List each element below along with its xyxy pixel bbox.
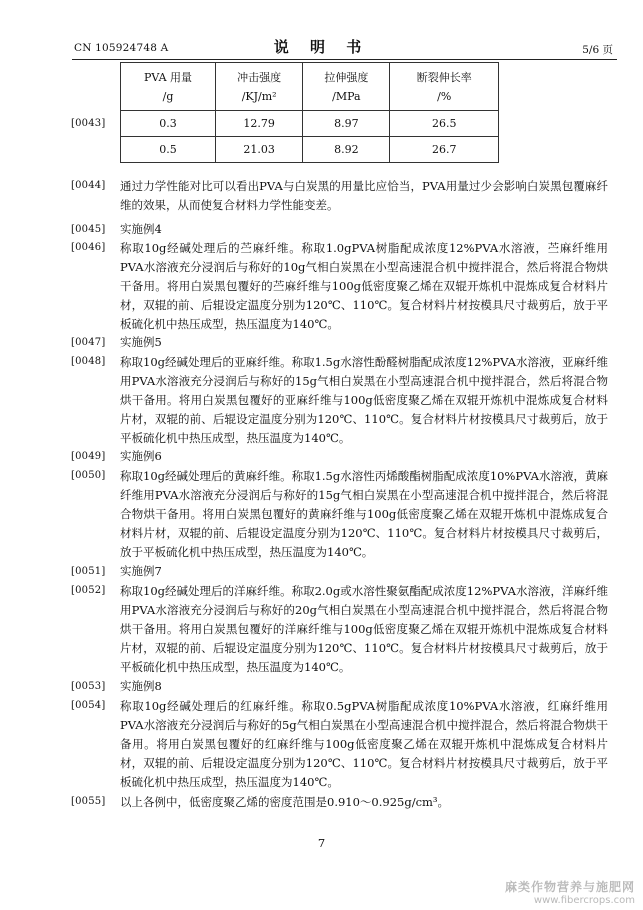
table-row	[121, 137, 499, 163]
header-rule	[72, 59, 617, 60]
watermark-title: 麻类作物营养与施肥网	[504, 880, 635, 894]
document-title: 说 明 书	[273, 38, 370, 56]
table-header-cell: 断裂伸长率 /%	[390, 63, 499, 111]
table-cell: 12.79	[216, 111, 303, 137]
table-cell: 26.7	[390, 137, 499, 163]
paragraph-tag: [0050]	[71, 470, 106, 481]
page-header	[0, 0, 643, 64]
table-cell: 26.5	[390, 111, 499, 137]
results-table	[120, 62, 499, 163]
paragraph-tag: [0052]	[71, 585, 106, 596]
paragraph-text: 称取10g经碱处理后的洋麻纤维。称取2.0g或水溶性聚氨酯配成浓度12%PVA水溶液，洋麻纤维用PVA水溶液充分浸润后与称好的20g气相白炭黑在小型高速混合机中搅拌混合，然后将混合物烘干备用。将用白炭黑包覆好的洋麻纤维与100g低密度聚乙烯在双辊开炼机中混炼成复合材料片材，双辊的前、后辊设定温度分别为120℃、110℃。复合材料片材按模具尺寸裁剪后，放于平板硫化机中热压成型，热压温度为140℃。	[120, 584, 608, 675]
table-header-cell: 冲击强度 /KJ/m²	[216, 63, 303, 111]
paragraph-text: 称取10g经碱处理后的红麻纤维。称取0.5gPVA树脂配成浓度10%PVA水溶液，红麻纤维用PVA水溶液充分浸润后与称好的5g气相白炭黑在小型高速混合机中搅拌混合，然后将混合物烘干备用。将用白炭黑包覆好的红麻纤维与100g低密度聚乙烯在双辊开炼机中混炼成复合材料片材，双辊的前、后辊设定温度分别为120℃、110℃。复合材料片材按模具尺寸裁剪后，放于平板硫化机中热压成型，热压温度为140℃。	[120, 699, 608, 790]
table-cell: 8.92	[303, 137, 390, 163]
paragraph-text: 称取10g经碱处理后的黄麻纤维。称取1.5g水溶性丙烯酸酯树脂配成浓度10%PVA水溶液，黄麻纤维用PVA水溶液充分浸润后与称好的15g气相白炭黑在小型高速混合机中搅拌混合，然后将混合物烘干备用。将用白炭黑包覆好的黄麻纤维与100g低密度聚乙烯在双辊开炼机中混炼成复合材料片材，双辊的前、后辊设定温度分别为120℃、110℃。复合材料片材按模具尺寸裁剪后，放于平板硫化机中热压成型，热压温度为140℃。	[120, 469, 608, 560]
example-heading: 实施例8	[120, 679, 162, 693]
paragraph-text: 以上各例中，低密度聚乙烯的密度范围是0.910～0.925g/cm³。	[120, 795, 450, 809]
paragraph-tag: [0055]	[71, 796, 106, 807]
watermark-url: www.fibercrops.com	[533, 895, 635, 906]
table-header-cell: PVA 用量 /g	[121, 63, 216, 111]
paragraph-tag: [0045]	[71, 224, 106, 235]
page-number: 7	[317, 836, 326, 850]
example-heading: 实施例5	[120, 335, 162, 349]
table-header-cell: 拉伸强度 /MPa	[303, 63, 390, 111]
paragraph-tag: [0049]	[71, 451, 106, 462]
paragraph-tag: [0044]	[71, 180, 106, 191]
document-number: CN 105924748 A	[74, 42, 169, 54]
table-header-row	[121, 63, 499, 111]
paragraph-tag: [0048]	[71, 356, 106, 367]
table-cell: 8.97	[303, 111, 390, 137]
example-heading: 实施例7	[120, 564, 162, 578]
table-cell: 21.03	[216, 137, 303, 163]
table-cell: 0.3	[121, 111, 216, 137]
example-heading: 实施例6	[120, 449, 162, 463]
paragraph-tag: [0043]	[71, 118, 106, 129]
paragraph-tag: [0047]	[71, 337, 106, 348]
paragraph-tag: [0053]	[71, 681, 106, 692]
paragraph-tag: [0046]	[71, 242, 106, 253]
paragraph-text: 通过力学性能对比可以看出PVA与白炭黑的用量比应恰当，PVA用量过少会影响白炭黑包覆麻纤维的效果，从而使复合材料力学性能变差。	[120, 179, 608, 213]
example-heading: 实施例4	[120, 222, 162, 236]
page-indicator: 5/6 页	[582, 44, 613, 56]
paragraph-tag: [0051]	[71, 566, 106, 577]
paragraph-tag: [0054]	[71, 700, 106, 711]
paragraph-text: 称取10g经碱处理后的亚麻纤维。称取1.5g水溶性酚醛树脂配成浓度12%PVA水溶液，亚麻纤维用PVA水溶液充分浸润后与称好的15g气相白炭黑在小型高速混合机中搅拌混合，然后将混合物烘干备用。将用白炭黑包覆好的亚麻纤维与100g低密度聚乙烯在双辊开炼机中混炼成复合材料片材，双辊的前、后辊设定温度分别为120℃、110℃。复合材料片材按模具尺寸裁剪后，放于平板硫化机中热压成型，热压温度为140℃。	[120, 355, 608, 446]
paragraph-text: 称取10g经碱处理后的苎麻纤维。称取1.0gPVA树脂配成浓度12%PVA水溶液，苎麻纤维用PVA水溶液充分浸润后与称好的10g气相白炭黑在小型高速混合机中搅拌混合，然后将混合物烘干备用。将用白炭黑包覆好的苎麻纤维与100g低密度聚乙烯在双辊开炼机中混炼成复合材料片材，双辊的前、后辊设定温度分别为120℃、110℃。复合材料片材按模具尺寸裁剪后，放于平板硫化机中热压成型，热压温度为140℃。	[120, 241, 608, 332]
table-row	[121, 111, 499, 137]
watermark	[505, 878, 635, 906]
table-cell: 0.5	[121, 137, 216, 163]
